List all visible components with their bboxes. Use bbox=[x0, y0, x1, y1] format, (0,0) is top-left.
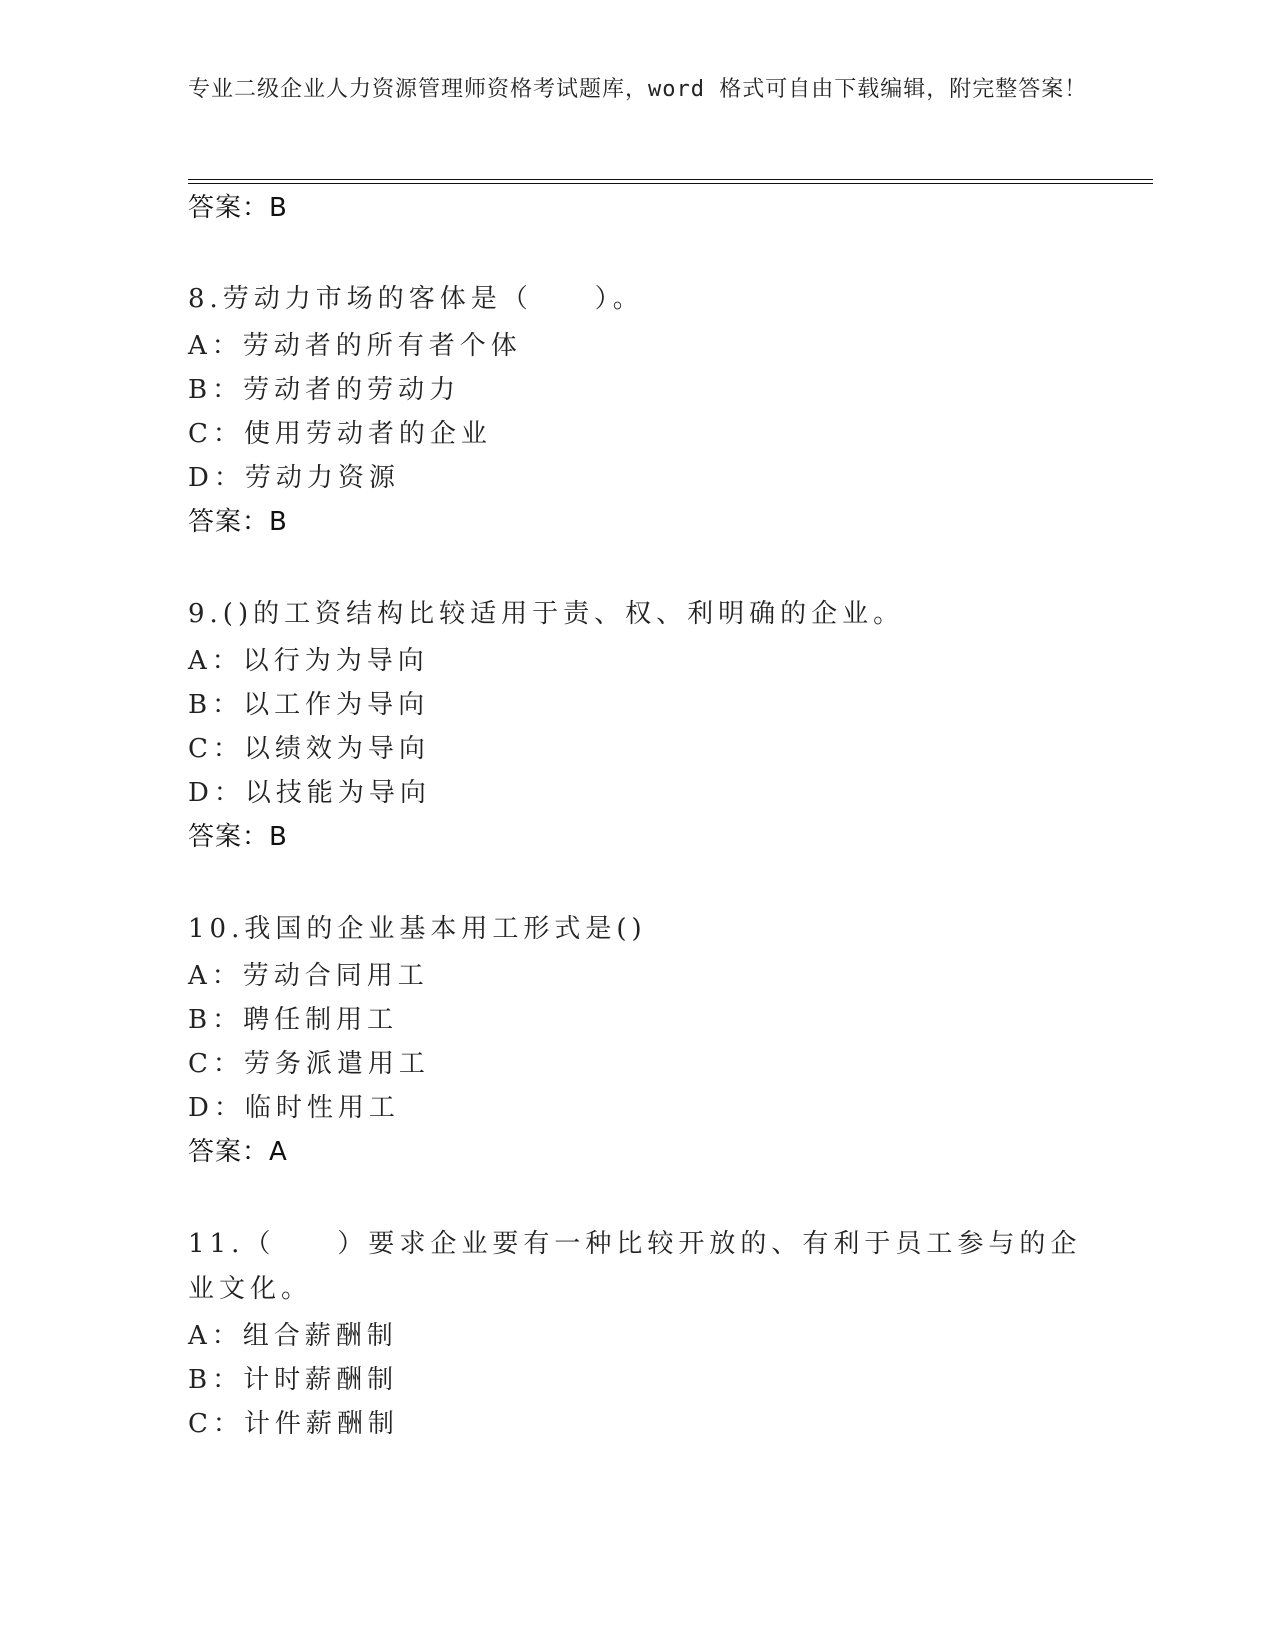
question-8-option-c: C：使用劳动者的企业 bbox=[188, 419, 492, 449]
question-8-option-a: A：劳动者的所有者个体 bbox=[188, 331, 522, 361]
question-9-option-d: D：以技能为导向 bbox=[188, 778, 431, 808]
header-divider-top bbox=[188, 179, 1153, 180]
question-8-text: 8.劳动力市场的客体是（ ）。 bbox=[188, 284, 644, 314]
question-9-answer: 答案：B bbox=[188, 822, 288, 852]
question-9-option-c: C：以绩效为导向 bbox=[188, 734, 430, 764]
question-8-option-b: B：劳动者的劳动力 bbox=[188, 375, 461, 405]
document-header: 专业二级企业人力资源管理师资格考试题库，word 格式可自由下载编辑，附完整答案！ bbox=[188, 77, 1088, 102]
question-11-option-a: A：组合薪酬制 bbox=[188, 1321, 398, 1351]
question-9-option-b: B：以工作为导向 bbox=[188, 690, 430, 720]
question-11-option-b: B：计时薪酬制 bbox=[188, 1365, 399, 1395]
question-10-answer: 答案：A bbox=[188, 1137, 288, 1167]
header-divider-bottom bbox=[188, 183, 1153, 184]
question-10-text: 10.我国的企业基本用工形式是() bbox=[188, 914, 647, 944]
question-9-option-a: A：以行为为导向 bbox=[188, 646, 429, 676]
question-10-option-a: A：劳动合同用工 bbox=[188, 961, 429, 991]
question-10-option-c: C：劳务派遣用工 bbox=[188, 1049, 430, 1079]
question-11-text: 11.（ ）要求企业要有一种比较开放的、有利于员工参与的企业文化。 bbox=[188, 1229, 1082, 1304]
question-8-answer: 答案：B bbox=[188, 507, 288, 537]
question-10-option-d: D：临时性用工 bbox=[188, 1093, 400, 1123]
question-11-option-c: C：计件薪酬制 bbox=[188, 1409, 399, 1439]
question-10-option-b: B：聘任制用工 bbox=[188, 1005, 399, 1035]
question-9-text: 9.()的工资结构比较适用于责、权、利明确的企业。 bbox=[188, 599, 905, 629]
question-8-option-d: D：劳动力资源 bbox=[188, 463, 400, 493]
answer-previous: 答案：B bbox=[188, 193, 288, 223]
